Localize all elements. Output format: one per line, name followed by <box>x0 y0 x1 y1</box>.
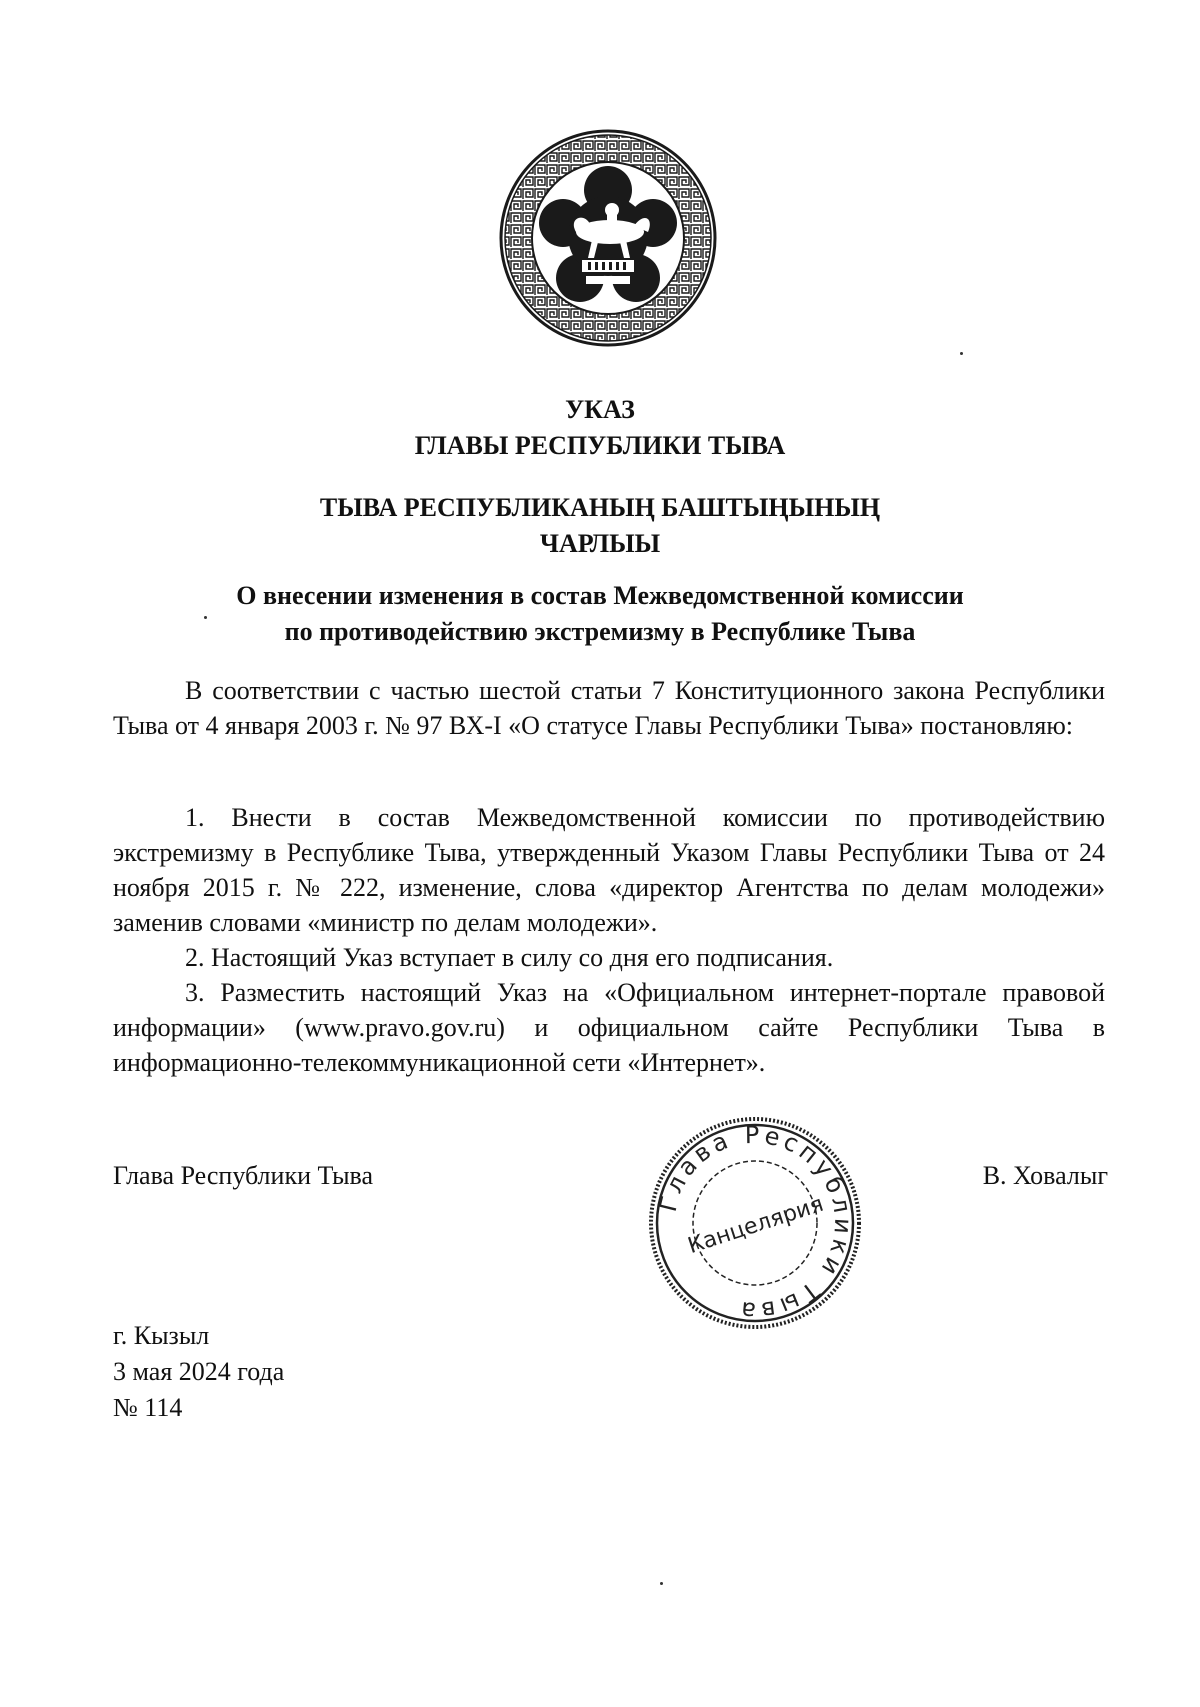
decree-item-3: 3. Разместить настоящий Указ на «Официальном интернет-портале правовой информации» (www.pravo.gov.ru) и официальном сайте Республики Тыва в информационно-телекоммуникационной сети «Интернет». <box>113 978 1105 1077</box>
decree-items <box>113 800 1105 1080</box>
preamble-section <box>113 673 1105 743</box>
decree-footer <box>113 1318 284 1426</box>
tyvan-title-line2: ЧАРЛЫЫ <box>539 529 661 558</box>
subject-line1: О внесении изменения в состав Межведомственной комиссии <box>236 581 964 610</box>
signatory-name: В. Ховалыг <box>982 1161 1108 1190</box>
tyvan-title-line1: ТЫВА РЕСПУБЛИКАНЫҢ БАШТЫҢЫНЫҢ <box>319 493 881 522</box>
scan-speck <box>960 352 963 355</box>
decree-authority: ГЛАВЫ РЕСПУБЛИКИ ТЫВА <box>414 431 786 460</box>
decree-number: № 114 <box>113 1393 183 1422</box>
issue-city: г. Кызыл <box>113 1321 210 1350</box>
decree-header-tyvan <box>0 490 1200 562</box>
seal-center-text: Канцелярия <box>684 1191 827 1260</box>
decree-title: УКАЗ <box>565 395 635 424</box>
subject-line2: по противодействию экстремизму в Республике Тыва <box>284 617 916 646</box>
decree-item-2: 2. Настоящий Указ вступает в силу со дня его подписания. <box>185 943 834 972</box>
decree-header <box>0 392 1200 464</box>
issue-date: 3 мая 2024 года <box>113 1357 285 1386</box>
decree-item-1: 1. Внести в состав Межведомственной комиссии по противодействию экстремизму в Республике Тыва, утвержденный Указом Главы Республики Тыва от 24 ноября 2015 г. № 222, изменение, слова «директор Агентства по делам молодежи» заменив словами «министр по делам молодежи». <box>113 803 1105 937</box>
office-seal-icon <box>640 1108 870 1338</box>
scan-speck <box>660 1582 663 1585</box>
seal-ring-text: Глава Республики Тыва <box>653 1120 858 1326</box>
decree-subject <box>0 578 1200 650</box>
preamble-paragraph: В соответствии с частью шестой статьи 7 Конституционного закона Республики Тыва от 4 января 2003 г. № 97 ВХ-I «О статусе Главы Республики Тыва» постановляю: <box>113 676 1105 740</box>
scan-speck <box>204 616 207 619</box>
tyva-emblem-icon <box>498 128 718 348</box>
signatory-position: Глава Республики Тыва <box>113 1161 374 1190</box>
